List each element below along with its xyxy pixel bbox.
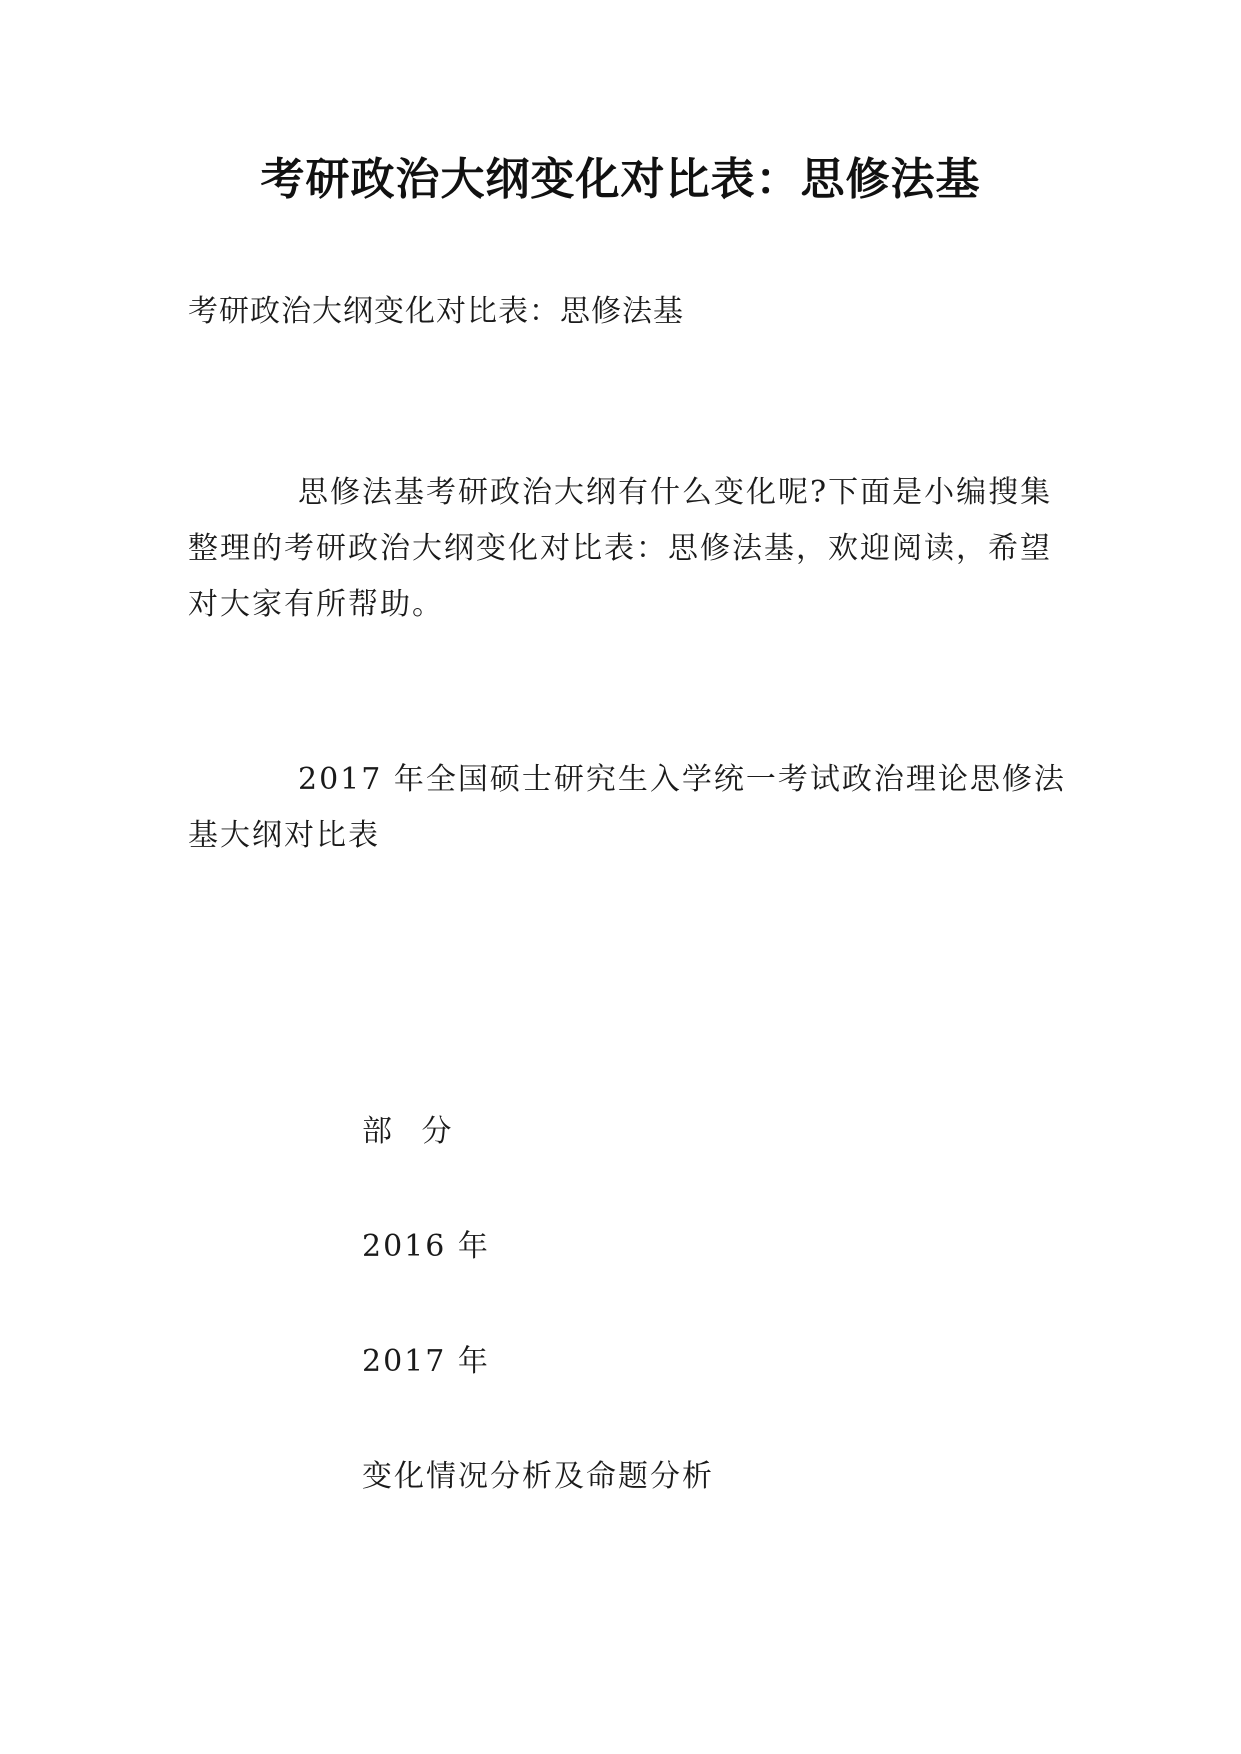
table-header-2017: 2017 年 [362,1344,490,1379]
document-title: 考研政治大纲变化对比表：思修法基 [260,154,981,205]
table-header-analysis: 变化情况分析及命题分析 [362,1459,714,1494]
table-caption-paragraph: 2017 年全国硕士研究生入学统一考试政治理论思修法基大纲对比表 [188,762,1066,853]
table-header-2016: 2016 年 [362,1229,490,1264]
document-subtitle: 考研政治大纲变化对比表：思修法基 [188,294,684,329]
table-header-part: 部 分 [362,1114,462,1149]
intro-paragraph: 思修法基考研政治大纲有什么变化呢?下面是小编搜集整理的考研政治大纲变化对比表：思修法基，欢迎阅读，希望对大家有所帮助。 [188,475,1053,622]
